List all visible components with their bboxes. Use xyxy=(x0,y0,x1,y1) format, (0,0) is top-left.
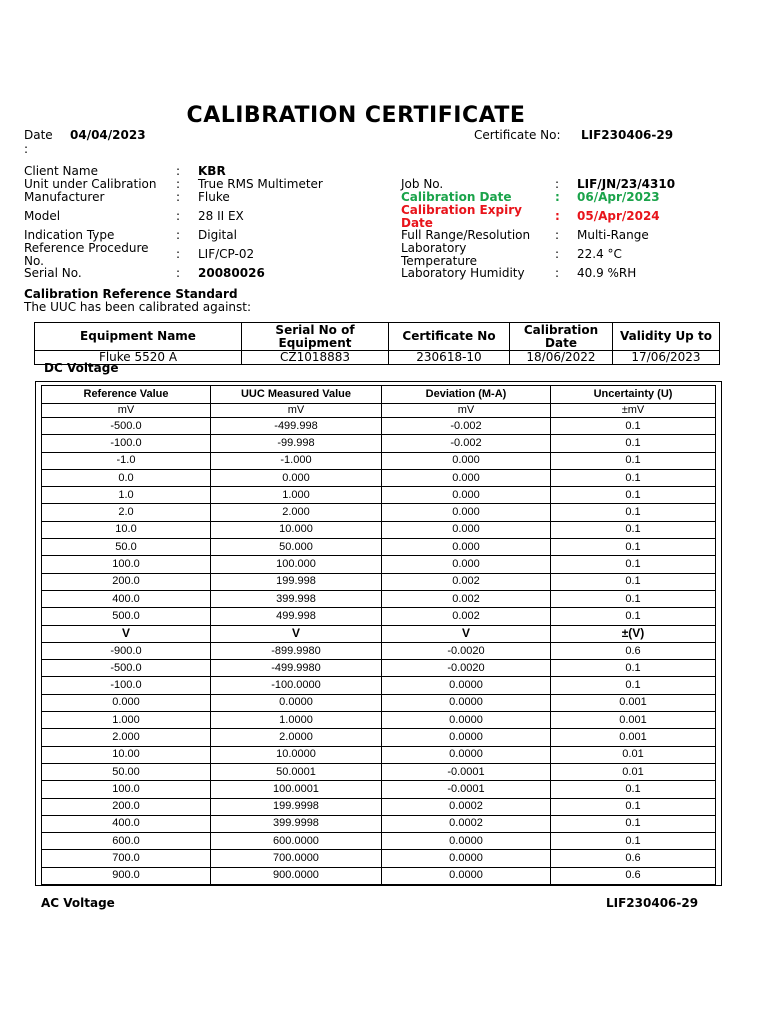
date-colon: : xyxy=(24,142,29,156)
table-cell: 0.6 xyxy=(551,850,716,867)
client-name-label: Client Name xyxy=(24,164,98,178)
expiry-date-value: 05/Apr/2024 xyxy=(577,209,660,223)
validity-cell: 17/06/2023 xyxy=(613,351,720,365)
table-cell: 600.0000 xyxy=(211,833,382,850)
table-row xyxy=(42,677,716,694)
table-cell: 50.00 xyxy=(42,763,211,780)
table-cell: 10.0 xyxy=(42,521,211,538)
table-row xyxy=(42,504,716,521)
table-cell: -500.0 xyxy=(42,660,211,677)
model-label: Model xyxy=(24,209,61,223)
table-cell: 399.998 xyxy=(211,590,382,607)
table-row xyxy=(42,556,716,573)
table-cell: mV xyxy=(42,404,211,418)
table-cell: 0.001 xyxy=(551,712,716,729)
table-cell: -1.0 xyxy=(42,452,211,469)
dc-header-row xyxy=(42,386,716,404)
colon: : xyxy=(555,177,560,191)
table-row xyxy=(42,660,716,677)
reference-row xyxy=(35,351,720,365)
table-cell: 200.0 xyxy=(42,573,211,590)
table-row xyxy=(42,642,716,659)
humidity-label: Laboratory Humidity xyxy=(401,266,525,280)
header-reference-value: Reference Value xyxy=(42,386,211,404)
table-cell: 50.0 xyxy=(42,539,211,556)
colon: : xyxy=(176,266,181,280)
table-cell: 0.000 xyxy=(382,487,551,504)
table-cell: 900.0000 xyxy=(211,867,382,884)
procedure-label: Reference Procedure No. xyxy=(24,241,149,268)
table-cell: 2.0000 xyxy=(211,729,382,746)
table-cell: 0.001 xyxy=(551,729,716,746)
table-cell: 199.998 xyxy=(211,573,382,590)
table-cell: 10.000 xyxy=(211,521,382,538)
humidity-value: 40.9 %RH xyxy=(577,266,637,280)
table-cell: -100.0000 xyxy=(211,677,382,694)
colon: : xyxy=(176,164,181,178)
table-cell: -499.9980 xyxy=(211,660,382,677)
table-cell: 0.01 xyxy=(551,746,716,763)
table-cell: 0.000 xyxy=(382,556,551,573)
certificate-value: LIF230406-29 xyxy=(581,128,674,142)
table-cell: 500.0 xyxy=(42,608,211,625)
table-cell: 0.1 xyxy=(551,539,716,556)
table-cell: 0.0 xyxy=(42,469,211,486)
table-cell: 100.0 xyxy=(42,781,211,798)
table-cell: 0.0000 xyxy=(382,867,551,884)
client-name-value: KBR xyxy=(198,164,226,178)
unit-row-v xyxy=(42,625,716,642)
table-cell: -900.0 xyxy=(42,642,211,659)
table-cell: 1.0000 xyxy=(211,712,382,729)
reference-header-row xyxy=(35,323,720,351)
table-cell: 0.1 xyxy=(551,452,716,469)
table-cell: 50.000 xyxy=(211,539,382,556)
table-cell: 0.000 xyxy=(382,539,551,556)
table-cell: 1.0 xyxy=(42,487,211,504)
table-cell: mV xyxy=(211,404,382,418)
table-cell: 0.0000 xyxy=(382,677,551,694)
table-cell: 0.1 xyxy=(551,556,716,573)
colon: : xyxy=(176,247,181,261)
table-cell: 0.1 xyxy=(551,781,716,798)
table-cell: -0.002 xyxy=(382,435,551,452)
table-cell: 0.1 xyxy=(551,521,716,538)
table-cell: 200.0 xyxy=(42,798,211,815)
table-cell: 0.1 xyxy=(551,608,716,625)
table-cell: 0.1 xyxy=(551,815,716,832)
job-value: LIF/JN/23/4310 xyxy=(577,177,676,191)
table-row xyxy=(42,798,716,815)
calibration-date-value: 06/Apr/2023 xyxy=(577,190,660,204)
table-row xyxy=(42,539,716,556)
table-cell: 0.000 xyxy=(382,504,551,521)
table-cell: 199.9998 xyxy=(211,798,382,815)
table-cell: 400.0 xyxy=(42,815,211,832)
certificate-no-cell: 230618-10 xyxy=(389,351,510,365)
dc-table-body xyxy=(42,404,716,885)
table-cell: 2.000 xyxy=(42,729,211,746)
table-cell: 900.0 xyxy=(42,867,211,884)
table-cell: 0.0000 xyxy=(211,694,382,711)
table-cell: 0.000 xyxy=(382,521,551,538)
table-row xyxy=(42,418,716,435)
date-value: 04/04/2023 xyxy=(70,128,146,142)
table-cell: 0.1 xyxy=(551,798,716,815)
header-uncertainty: Uncertainty (U) xyxy=(551,386,716,404)
table-cell: -100.0 xyxy=(42,435,211,452)
header-calibration-date: Calibration Date xyxy=(510,323,613,351)
table-cell: 0.0002 xyxy=(382,798,551,815)
dc-voltage-table xyxy=(41,385,716,885)
table-cell: 0.1 xyxy=(551,418,716,435)
table-row xyxy=(42,435,716,452)
table-cell: 0.6 xyxy=(551,642,716,659)
table-cell: 0.1 xyxy=(551,677,716,694)
manufacturer-value: Fluke xyxy=(198,190,230,204)
table-row xyxy=(42,694,716,711)
table-cell: -100.0 xyxy=(42,677,211,694)
table-cell: 2.0 xyxy=(42,504,211,521)
table-cell: 400.0 xyxy=(42,590,211,607)
manufacturer-label: Manufacturer xyxy=(24,190,105,204)
colon: : xyxy=(555,228,560,242)
footer-ac-voltage: AC Voltage xyxy=(41,896,115,910)
certificate-label: Certificate No: xyxy=(474,128,561,142)
table-cell: 600.0 xyxy=(42,833,211,850)
calibration-date-label: Calibration Date xyxy=(401,190,512,204)
range-value: Multi-Range xyxy=(577,228,649,242)
table-cell: -0.0001 xyxy=(382,781,551,798)
colon: : xyxy=(555,247,560,261)
table-cell: 0.001 xyxy=(551,694,716,711)
date-label: Date xyxy=(24,128,53,142)
job-label: Job No. xyxy=(401,177,444,191)
table-row xyxy=(42,746,716,763)
serial-value: 20080026 xyxy=(198,266,265,280)
colon: : xyxy=(176,190,181,204)
reference-heading: Calibration Reference Standard xyxy=(24,287,238,301)
header-validity: Validity Up to xyxy=(613,323,720,351)
table-cell: -99.998 xyxy=(211,435,382,452)
table-cell: mV xyxy=(382,404,551,418)
table-cell: V xyxy=(211,625,382,642)
table-row xyxy=(42,608,716,625)
unit-label: Unit under Calibration xyxy=(24,177,157,191)
table-cell: 0.1 xyxy=(551,833,716,850)
table-cell: -0.0020 xyxy=(382,660,551,677)
table-cell: 0.0000 xyxy=(382,694,551,711)
range-label: Full Range/Resolution xyxy=(401,228,531,242)
table-cell: 50.0001 xyxy=(211,763,382,780)
procedure-value: LIF/CP-02 xyxy=(198,247,255,261)
model-value: 28 II EX xyxy=(198,209,244,223)
table-cell: 100.000 xyxy=(211,556,382,573)
table-cell: -899.9980 xyxy=(211,642,382,659)
colon: : xyxy=(555,190,560,204)
header-equipment-name: Equipment Name xyxy=(35,323,242,351)
table-cell: 0.002 xyxy=(382,608,551,625)
table-row xyxy=(42,867,716,884)
colon: : xyxy=(176,228,181,242)
table-cell: 10.00 xyxy=(42,746,211,763)
table-cell: 100.0001 xyxy=(211,781,382,798)
table-cell: 1.000 xyxy=(42,712,211,729)
table-row xyxy=(42,521,716,538)
table-row xyxy=(42,712,716,729)
table-row xyxy=(42,590,716,607)
table-row xyxy=(42,781,716,798)
table-cell: 0.000 xyxy=(382,452,551,469)
table-cell: 0.1 xyxy=(551,435,716,452)
table-cell: -500.0 xyxy=(42,418,211,435)
expiry-date-label: Calibration Expiry Date xyxy=(401,203,522,230)
table-row xyxy=(42,573,716,590)
table-cell: 2.000 xyxy=(211,504,382,521)
serial-no-cell: CZ1018883 xyxy=(242,351,389,365)
table-row xyxy=(42,763,716,780)
indication-label: Indication Type xyxy=(24,228,115,242)
table-row xyxy=(42,729,716,746)
table-cell: 0.1 xyxy=(551,590,716,607)
table-cell: 499.998 xyxy=(211,608,382,625)
table-cell: 0.0000 xyxy=(382,729,551,746)
unit-row-mv xyxy=(42,404,716,418)
table-cell: ±(V) xyxy=(551,625,716,642)
serial-label: Serial No. xyxy=(24,266,82,280)
table-cell: V xyxy=(42,625,211,642)
header-serial-no: Serial No of Equipment xyxy=(242,323,389,351)
colon: : xyxy=(555,209,560,223)
table-row xyxy=(42,815,716,832)
table-cell: 1.000 xyxy=(211,487,382,504)
table-cell: 0.0000 xyxy=(382,833,551,850)
table-cell: -0.0020 xyxy=(382,642,551,659)
header-deviation: Deviation (M-A) xyxy=(382,386,551,404)
colon: : xyxy=(555,266,560,280)
table-cell: 399.9998 xyxy=(211,815,382,832)
header-certificate-no: Certificate No xyxy=(389,323,510,351)
temperature-label: Laboratory Temperature xyxy=(401,241,478,268)
table-cell: 0.002 xyxy=(382,573,551,590)
table-cell: 0.000 xyxy=(382,469,551,486)
table-row xyxy=(42,469,716,486)
page-title: CALIBRATION CERTIFICATE xyxy=(186,103,526,128)
table-cell: 0.0002 xyxy=(382,815,551,832)
calibration-date-cell: 18/06/2022 xyxy=(510,351,613,365)
table-cell: V xyxy=(382,625,551,642)
reference-subtext: The UUC has been calibrated against: xyxy=(24,300,252,314)
equipment-name-cell: Fluke 5520 A xyxy=(35,351,242,365)
indication-value: Digital xyxy=(198,228,237,242)
table-cell: 0.002 xyxy=(382,590,551,607)
temperature-value: 22.4 °C xyxy=(577,247,622,261)
table-cell: -499.998 xyxy=(211,418,382,435)
table-cell: 0.6 xyxy=(551,867,716,884)
table-cell: 0.1 xyxy=(551,487,716,504)
table-row xyxy=(42,833,716,850)
table-cell: -0.0001 xyxy=(382,763,551,780)
unit-value: True RMS Multimeter xyxy=(198,177,323,191)
table-cell: 0.1 xyxy=(551,469,716,486)
colon: : xyxy=(176,209,181,223)
table-cell: ±mV xyxy=(551,404,716,418)
header-uuc-measured: UUC Measured Value xyxy=(211,386,382,404)
table-cell: -0.002 xyxy=(382,418,551,435)
table-row xyxy=(42,452,716,469)
table-cell: 0.1 xyxy=(551,504,716,521)
colon: : xyxy=(176,177,181,191)
table-cell: 10.0000 xyxy=(211,746,382,763)
footer-certificate-no: LIF230406-29 xyxy=(606,896,699,910)
table-cell: 100.0 xyxy=(42,556,211,573)
table-cell: 0.0000 xyxy=(382,746,551,763)
table-cell: 0.1 xyxy=(551,660,716,677)
table-cell: 700.0000 xyxy=(211,850,382,867)
table-cell: 0.0000 xyxy=(382,712,551,729)
table-cell: 0.01 xyxy=(551,763,716,780)
table-cell: 0.1 xyxy=(551,573,716,590)
reference-table xyxy=(34,322,720,365)
table-cell: 0.000 xyxy=(211,469,382,486)
table-cell: 0.000 xyxy=(42,694,211,711)
table-cell: -1.000 xyxy=(211,452,382,469)
table-cell: 0.0000 xyxy=(382,850,551,867)
table-row xyxy=(42,487,716,504)
table-row xyxy=(42,850,716,867)
dc-voltage-heading: DC Voltage xyxy=(44,361,119,375)
table-cell: 700.0 xyxy=(42,850,211,867)
